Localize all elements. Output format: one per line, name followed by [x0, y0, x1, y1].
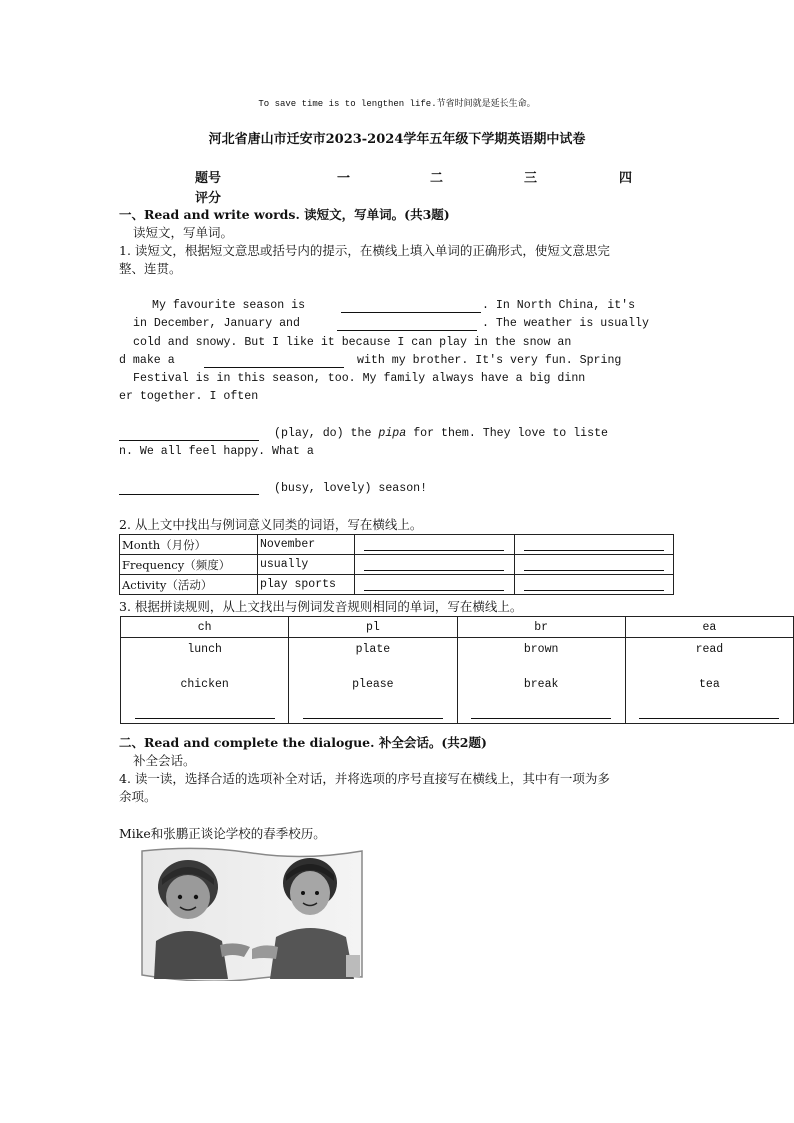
q3-header: br	[457, 617, 625, 638]
q3-word: lunch	[187, 643, 222, 656]
passage-line-7a: (play, do) the	[274, 427, 372, 440]
table-row	[120, 555, 674, 575]
q2-answer-cell[interactable]	[514, 535, 674, 555]
q2-table	[119, 534, 674, 595]
q3-header: ch	[121, 617, 289, 638]
q1-instruction-1: 1. 读短文，根据短文意思或括号内的提示，在横线上填入单词的正确形式，使短文意思完	[119, 243, 610, 258]
q3-instruction: 3. 根据拼读规则，从上文找出与例词发音规则相同的单词，写在横线上。	[119, 599, 523, 614]
q3-word: plate	[355, 643, 391, 656]
q3-answer-blank[interactable]	[303, 717, 443, 719]
q2-example: usually	[258, 555, 355, 575]
passage-line-1b: . In North China, it's	[482, 299, 636, 312]
q2-instruction: 2. 从上文中找出与例词意义同类的词语，写在横线上。	[119, 517, 423, 532]
q2-answer-cell[interactable]	[514, 555, 674, 575]
score-table	[0, 167, 794, 206]
q3-answer-blank[interactable]	[639, 717, 779, 719]
q3-table	[120, 616, 794, 724]
q3-word: please	[352, 678, 394, 691]
passage-line-2a: in December, January and	[133, 317, 300, 330]
passage-line-8: n. We all feel happy. What a	[119, 445, 314, 458]
q2-answer-cell[interactable]	[355, 535, 515, 555]
table-row	[120, 535, 674, 555]
answer-blank-2[interactable]	[337, 329, 477, 331]
passage-line-6: er together. I often	[119, 390, 259, 403]
passage-line-9: (busy, lovely) season!	[274, 482, 428, 495]
q3-cell	[121, 638, 289, 724]
q2-category: Activity（活动）	[120, 575, 258, 595]
passage-line-7	[274, 425, 674, 443]
q3-word: read	[695, 643, 724, 656]
q3-cell	[457, 638, 625, 724]
table-row	[120, 575, 674, 595]
score-col-3: 三	[524, 171, 538, 186]
score-label-score: 评分	[195, 191, 222, 206]
q4-instruction-2: 余项。	[119, 789, 157, 804]
passage-line-3: cold and snowy. But I like it because I can play in the snow an	[133, 336, 572, 349]
table-row	[121, 638, 794, 724]
q2-answer-cell[interactable]	[514, 575, 674, 595]
q2-category: Frequency（频度）	[120, 555, 258, 575]
answer-blank-3[interactable]	[204, 366, 344, 368]
q3-header: pl	[289, 617, 457, 638]
q3-header: ea	[625, 617, 793, 638]
score-col-2: 二	[430, 171, 444, 186]
q2-answer-cell[interactable]	[355, 575, 515, 595]
table-row	[121, 617, 794, 638]
exam-title: 河北省唐山市迁安市2023-2024学年五年级下学期英语期中试卷	[208, 132, 586, 147]
q1-instruction-2: 整、连贯。	[119, 261, 182, 276]
passage-word-pipa: pipa	[378, 427, 407, 440]
q3-answer-blank[interactable]	[135, 717, 275, 719]
passage-line-5: Festival is in this season, too. My family always have a big dinn	[133, 372, 586, 385]
page-motto: To save time is to lengthen life.节省时间就是延长生命。	[258, 99, 536, 109]
passage-line-4b: with my brother. It's very fun. Spring	[357, 354, 622, 367]
score-col-1: 一	[337, 171, 351, 186]
score-col-4: 四	[619, 171, 633, 186]
q2-answer-cell[interactable]	[355, 555, 515, 575]
q3-word: tea	[699, 678, 720, 691]
q4-context: Mike和张鹏正谈论学校的春季校历。	[119, 826, 326, 841]
boys-photo	[140, 845, 364, 981]
q3-word: chicken	[180, 678, 229, 691]
q3-word: break	[523, 678, 559, 691]
answer-blank-4[interactable]	[119, 439, 259, 441]
passage-line-7b: for them. They love to liste	[413, 427, 608, 440]
q2-example: November	[258, 535, 355, 555]
passage-line-4a: d make a	[119, 354, 175, 367]
answer-blank-1[interactable]	[341, 311, 481, 313]
section1-sub: 读短文，写单词。	[133, 225, 234, 240]
section2-heading: 二、Read and complete the dialogue. 补全会话。(共2题)	[119, 735, 487, 750]
q2-example: play sports	[258, 575, 355, 595]
q3-cell	[289, 638, 457, 724]
score-label-number: 题号	[195, 171, 222, 186]
section2-sub: 补全会话。	[133, 753, 196, 768]
passage-line-2b: . The weather is usually	[482, 317, 649, 330]
q4-instruction-1: 4. 读一读，选择合适的选项补全对话，并将选项的序号直接写在横线上，其中有一项为多	[119, 771, 610, 786]
q3-answer-blank[interactable]	[471, 717, 611, 719]
q2-category: Month（月份）	[120, 535, 258, 555]
q3-word: brown	[523, 643, 559, 656]
answer-blank-5[interactable]	[119, 493, 259, 495]
passage-line-1a: My favourite season is	[152, 299, 306, 312]
section1-heading: 一、Read and write words. 读短文，写单词。(共3题)	[119, 207, 450, 222]
q3-cell	[625, 638, 793, 724]
